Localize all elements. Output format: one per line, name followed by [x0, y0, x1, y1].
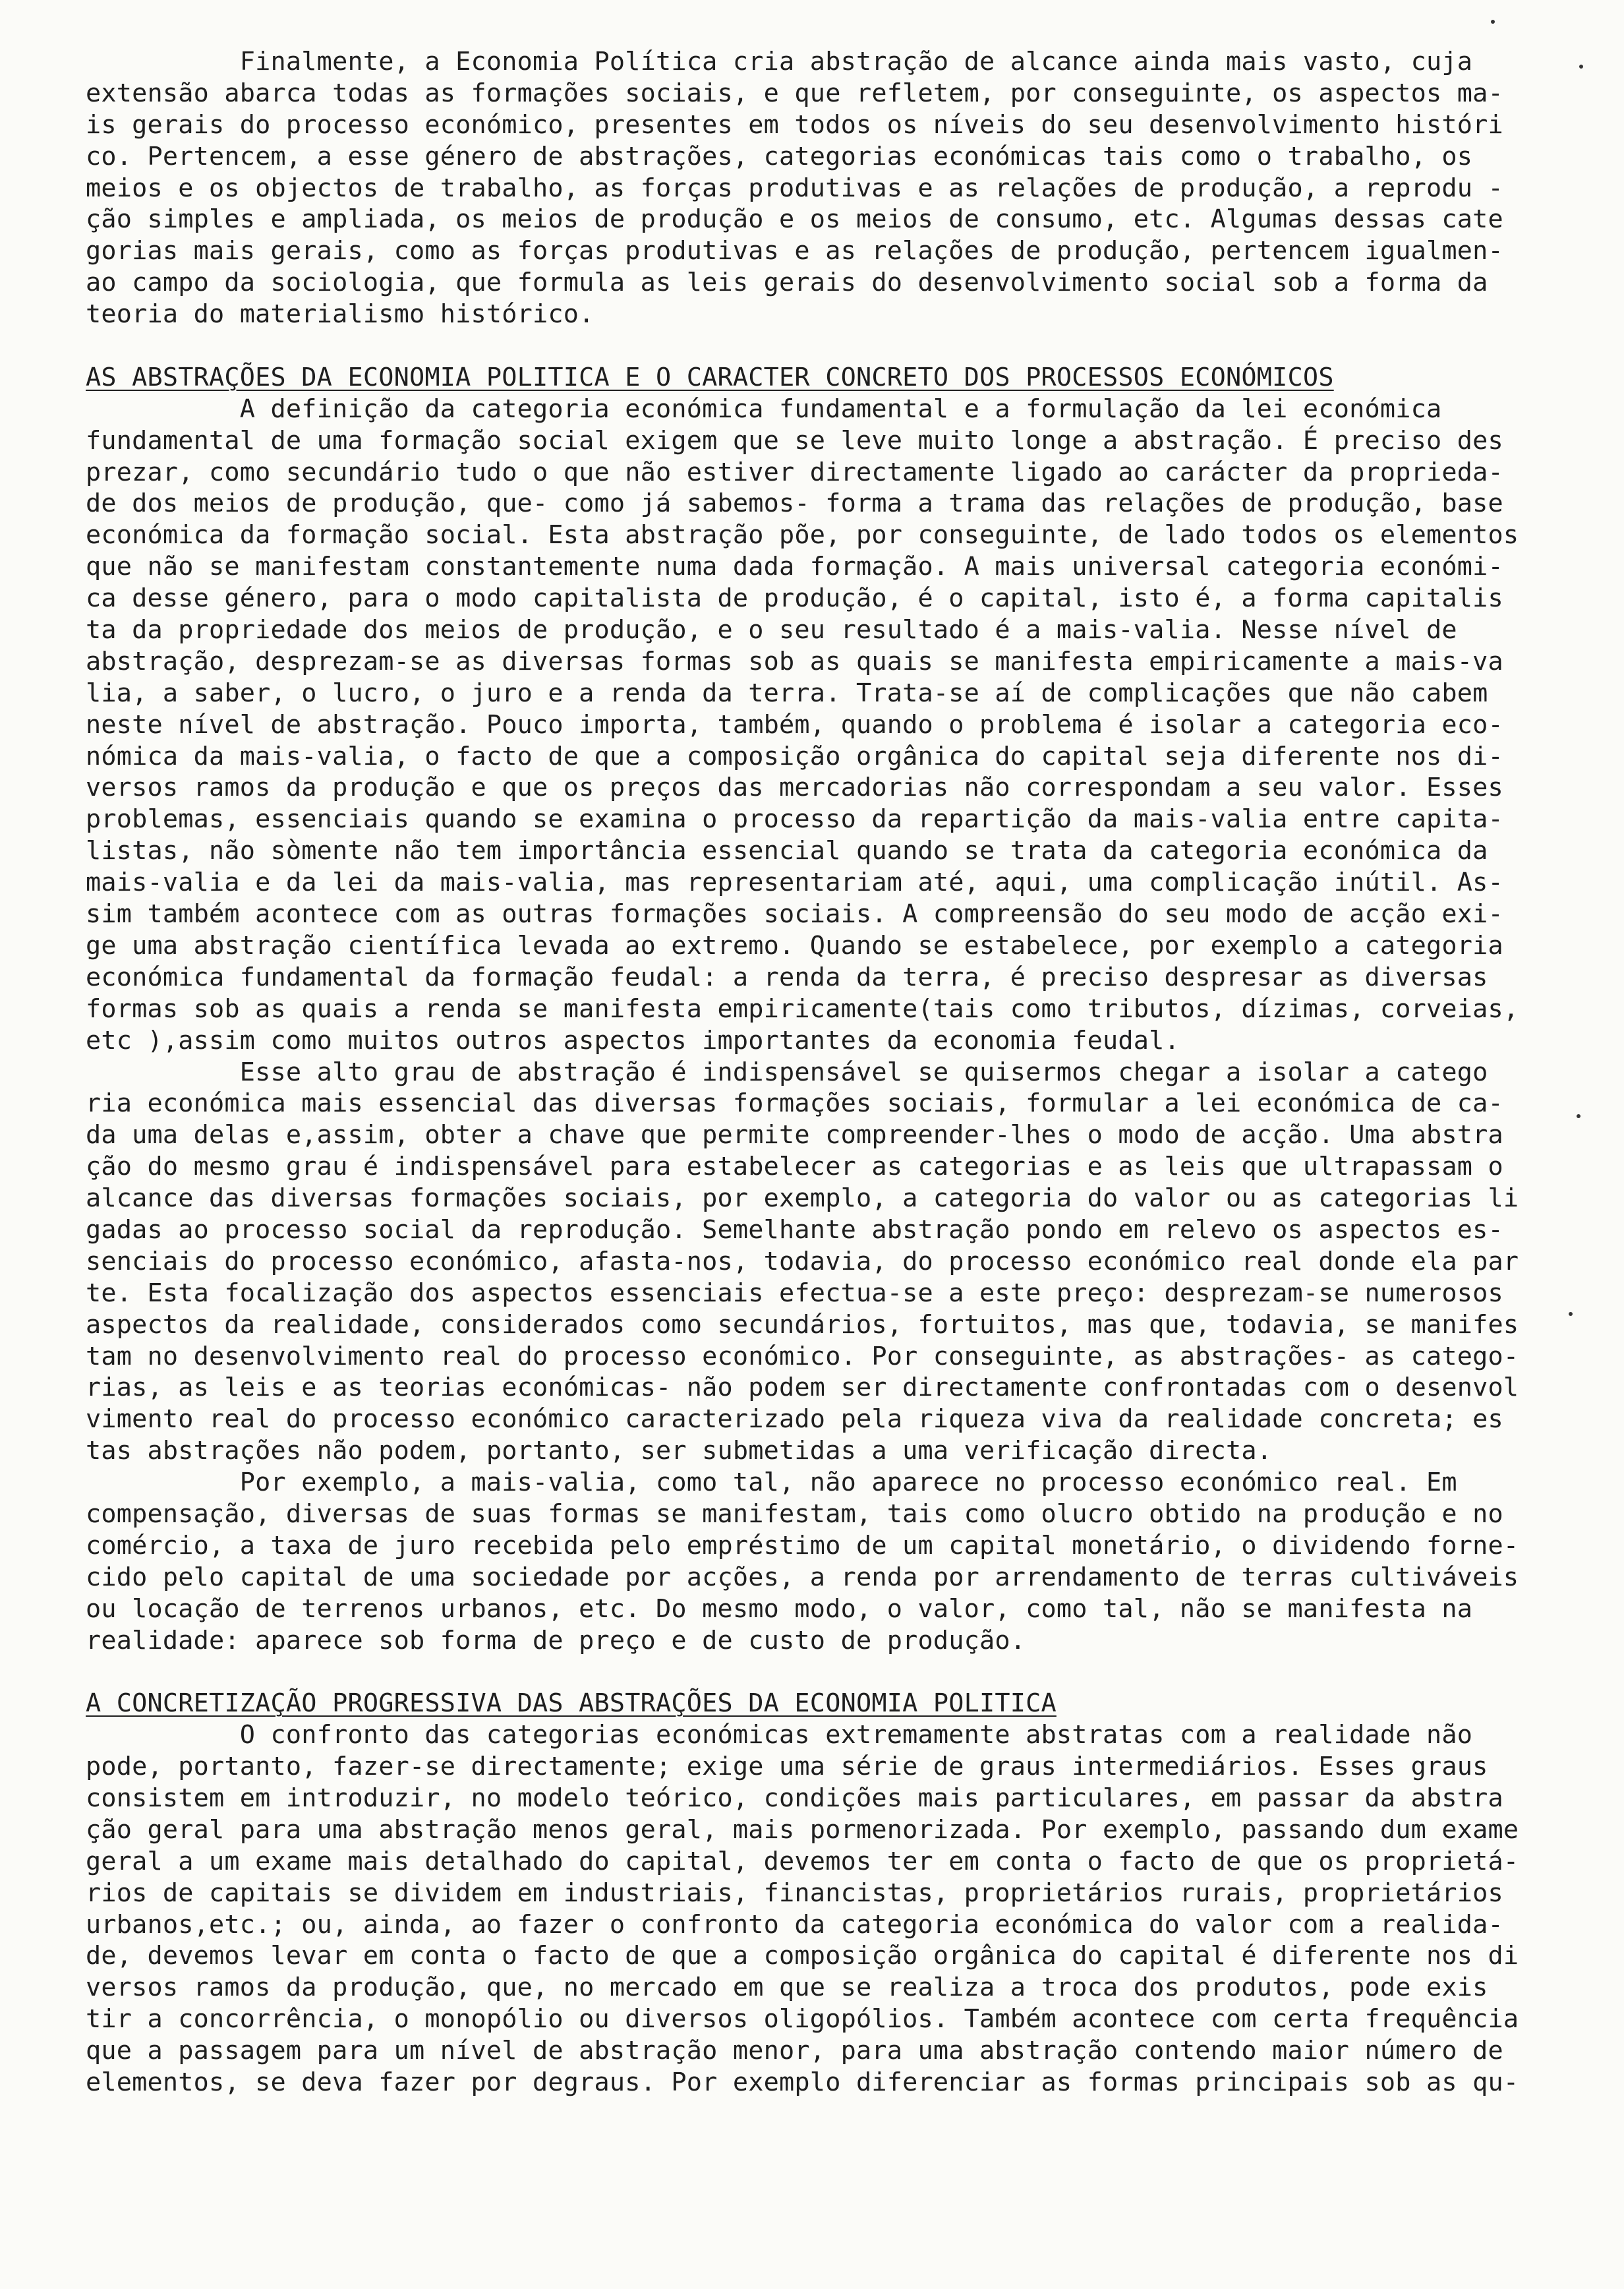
text-line: rias, as leis e as teorias económicas- não podem ser directamente confrontadas com o desenvol — [86, 1373, 1519, 1403]
text-line: sim também acontece com as outras formações sociais. A compreensão do seu modo de acção exi- — [86, 899, 1503, 930]
section-heading: AS ABSTRAÇÕES DA ECONOMIA POLITICA E O CARACTER CONCRETO DOS PROCESSOS ECONÓMICOS — [86, 362, 1334, 392]
text-line: A definição da categoria económica fundamental e a formulação da lei económica — [86, 394, 1442, 424]
text-line: lia, a saber, o lucro, o juro e a renda da terra. Trata-se aí de complicações que não cabem — [86, 678, 1488, 708]
text-line: meios e os objectos de trabalho, as forças produtivas e as relações de produção, a reprodu - — [86, 173, 1503, 203]
text-line: senciais do processo económico, afasta-nos, todavia, do processo económico real donde ela par — [86, 1246, 1519, 1276]
scan-speck — [1491, 20, 1495, 24]
text-line: ria económica mais essencial das diversas formações sociais, formular a lei económica de ca- — [86, 1088, 1503, 1119]
text-line: realidade: aparece sob forma de preço e de custo de produção. — [86, 1625, 1026, 1655]
text-line: problemas, essenciais quando se examina o processo da repartição da mais-valia entre capita- — [86, 804, 1503, 835]
text-line: comércio, a taxa de juro recebida pelo empréstimo de um capital monetário, o dividendo forne- — [86, 1530, 1519, 1561]
text-line: compensação, diversas de suas formas se manifestam, tais como olucro obtido na produção e no — [86, 1499, 1503, 1529]
paragraph-concretization — [86, 1719, 1569, 2098]
text-line: tir a concorrência, o monopólio ou diversos oligopólios. Também acontece com certa frequência — [86, 2004, 1519, 2035]
text-line: versos ramos da produção e que os preços das mercadorias não correspondam a seu valor. Esses — [86, 773, 1503, 803]
text-line: extensão abarca todas as formações sociais, e que refletem, por conseguinte, os aspectos ma- — [86, 78, 1503, 108]
text-line: ta da propriedade dos meios de produção, e o seu resultado é a mais-valia. Nesse nível de — [86, 615, 1457, 645]
text-line: tas abstrações não podem, portanto, ser submetidas a uma verificação directa. — [86, 1436, 1273, 1466]
text-line: ção geral para uma abstração menos geral, mais pormenorizada. Por exemplo, passando dum exame — [86, 1814, 1519, 1845]
text-line: formas sob as quais a renda se manifesta empiricamente(tais como tributos, dízimas, corveias, — [86, 994, 1519, 1024]
text-line: ou locação de terrenos urbanos, etc. Do mesmo modo, o valor, como tal, não se manifesta na — [86, 1593, 1473, 1624]
text-line: fundamental de uma formação social exigem que se leve muito longe a abstração. É preciso des — [86, 425, 1503, 456]
text-line: gadas ao processo social da reprodução. Semelhante abstração pondo em relevo os aspectos es- — [86, 1214, 1503, 1245]
scan-speck — [1577, 1114, 1580, 1118]
text-line: que a passagem para um nível de abstração menor, para uma abstração contendo maior número de — [86, 2036, 1503, 2066]
text-line: versos ramos da produção, que, no mercado em que se realiza a troca dos produtos, pode exis — [86, 1973, 1488, 2003]
text-line: Finalmente, a Economia Política cria abstração de alcance ainda mais vasto, cuja — [86, 47, 1473, 76]
text-line: ca desse género, para o modo capitalista de produção, é o capital, isto é, a forma capitalis — [86, 583, 1503, 614]
text-line: geral a um exame mais detalhado do capital, devemos ter em conta o facto de que os proprietá- — [86, 1846, 1519, 1876]
text-line: alcance das diversas formações sociais, por exemplo, a categoria do valor ou as categorias li — [86, 1183, 1519, 1214]
text-line: neste nível de abstração. Pouco importa, também, quando o problema é isolar a categoria eco- — [86, 709, 1503, 740]
text-line: abstração, desprezam-se as diversas formas sob as quais se manifesta empiricamente a mais-va — [86, 646, 1503, 676]
text-line: is gerais do processo económico, presentes em todos os níveis do seu desenvolvimento históri — [86, 109, 1503, 140]
text-line: te. Esta focalização dos aspectos essenciais efectua-se a este preço: desprezam-se numerosos — [86, 1278, 1503, 1308]
text-line: rios de capitais se dividem em industriais, financistas, proprietários rurais, proprietários — [86, 1878, 1503, 1908]
text-line: que não se manifestam constantemente numa dada formação. A mais universal categoria económi- — [86, 552, 1503, 582]
text-line: listas, não sòmente não tem importância essencial quando se trata da categoria económica da — [86, 836, 1488, 866]
text-line: económica fundamental da formação feudal: a renda da terra, é preciso despresar as diversas — [86, 962, 1488, 992]
text-line: urbanos,etc.; ou, ainda, ao fazer o confronto da categoria económica do valor com a realida- — [86, 1909, 1503, 1940]
text-line: pode, portanto, fazer-se directamente; exige uma série de graus intermediários. Esses graus — [86, 1752, 1488, 1782]
text-line: teoria do materialismo histórico. — [86, 299, 594, 330]
text-line: ção do mesmo grau é indispensável para estabelecer as categorias e as leis que ultrapassam o — [86, 1152, 1503, 1182]
text-line: elementos, se deva fazer por degraus. Por exemplo diferenciar as formas principais sob as qu- — [86, 2067, 1519, 2097]
text-line: tam no desenvolvimento real do processo económico. Por conseguinte, as abstrações- as catego- — [86, 1341, 1519, 1371]
text-line: mais-valia e da lei da mais-valia, mas representariam até, aqui, uma complicação inútil. As- — [86, 868, 1503, 898]
text-line: Por exemplo, a mais-valia, como tal, não aparece no processo económico real. Em — [86, 1468, 1457, 1498]
text-line: Esse alto grau de abstração é indispensável se quisermos chegar a isolar a catego — [86, 1057, 1488, 1087]
text-line: nómica da mais-valia, o facto de que a composição orgânica do capital seja diferente nos di- — [86, 741, 1503, 771]
scan-speck — [1579, 65, 1583, 69]
paragraph-abstraction-degree — [86, 1057, 1569, 1468]
text-line: vimento real do processo económico caracterizado pela riqueza viva da realidade concreta; es — [86, 1404, 1503, 1435]
section-heading: A CONCRETIZAÇÃO PROGRESSIVA DAS ABSTRAÇÕES DA ECONOMIA POLITICA — [86, 1688, 1057, 1719]
paragraph-abstractions — [86, 394, 1569, 1057]
text-line: gorias mais gerais, como as forças produtivas e as relações de produção, pertencem igualmen- — [86, 236, 1503, 266]
text-line: económica da formação social. Esta abstração põe, por conseguinte, de lado todos os elementos — [86, 520, 1519, 550]
text-line: cido pelo capital de uma sociedade por acções, a renda por arrendamento de terras cultiváveis — [86, 1562, 1519, 1592]
text-line: etc ),assim como muitos outros aspectos importantes da economia feudal. — [86, 1025, 1180, 1055]
paragraph-example — [86, 1467, 1569, 1656]
text-line: da uma delas e,assim, obter a chave que permite compreender-lhes o modo de acção. Uma abstra — [86, 1120, 1503, 1150]
text-line: aspectos da realidade, considerados como secundários, fortuitos, mas que, todavia, se manifes — [86, 1309, 1519, 1340]
text-line: ao campo da sociologia, que formula as leis gerais do desenvolvimento social sob a forma da — [86, 268, 1488, 298]
scan-speck — [1569, 1312, 1573, 1316]
document-page — [86, 46, 1569, 2098]
text-line: ção simples e ampliada, os meios de produção e os meios de consumo, etc. Algumas dessas cate — [86, 204, 1503, 235]
text-line: prezar, como secundário tudo o que não estiver directamente ligado ao carácter da proprieda- — [86, 457, 1503, 487]
text-line: O confronto das categorias económicas extremamente abstratas com a realidade não — [86, 1720, 1473, 1750]
text-line: consistem em introduzir, no modelo teórico, condições mais particulares, em passar da abstra — [86, 1783, 1503, 1813]
text-line: de, devemos levar em conta o facto de que a composição orgânica do capital é diferente nos di — [86, 1941, 1519, 1971]
text-line: co. Pertencem, a esse género de abstrações, categorias económicas tais como o trabalho, os — [86, 141, 1473, 171]
text-line: ge uma abstração científica levada ao extremo. Quando se estabelece, por exemplo a categoria — [86, 930, 1503, 961]
paragraph-intro — [86, 46, 1569, 330]
text-line: de dos meios de produção, que- como já sabemos- forma a trama das relações de produção, base — [86, 489, 1503, 519]
